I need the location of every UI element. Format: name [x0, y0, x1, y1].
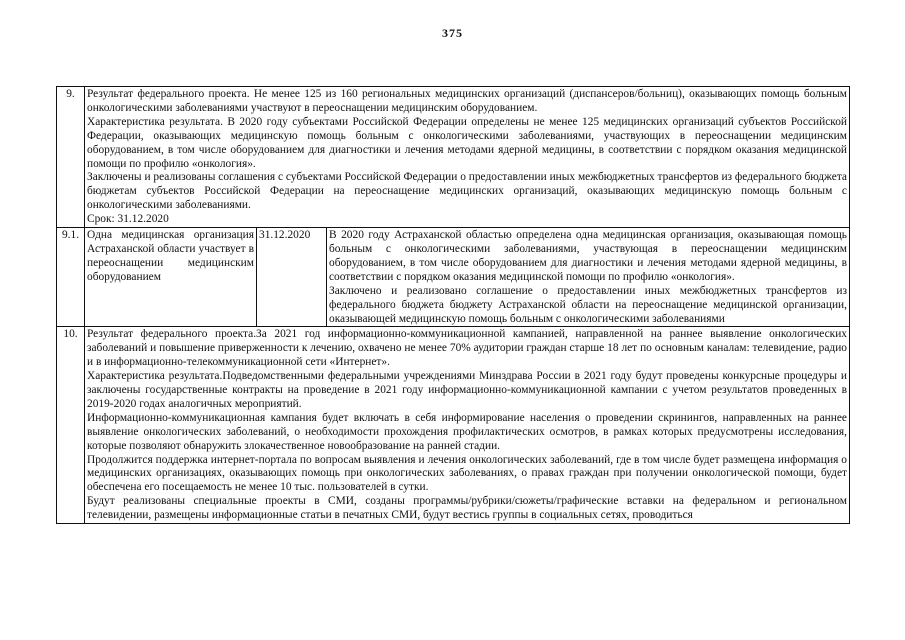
paragraph: Информационно-коммуникационная кампания будет включать в себя информирование населения о проведении скринингов, направленных на раннее выявление онкологических заболеваний, о необходимости прохождения профилактических осмотров, в рамках которых предусмотрены исследования, которые позволяют обнаружить злокачественное новообразование на ранней стадии.: [87, 411, 847, 452]
table-row: [57, 87, 850, 228]
paragraph: Продолжится поддержка интернет-портала по вопросам выявления и лечения онкологических заболеваний, где в том числе будет размещена информация о медицинских организациях, оказывающих помощь при онкологических заболеваниях, о правах граждан при получении онкологической помощи, будет обеспечена его посещаемость не менее 10 тыс. пользователей в сутки.: [87, 453, 847, 494]
paragraph: В 2020 году Астраханской областью определена одна медицинская организация, оказывающая помощь больным с онкологическими заболеваниями, участвующая в переоснащении медицинским оборудованием, в том числе оборудованием для диагностики и лечения методами ядерной медицины, в соответствии с порядком оказания медицинской помощи по профилю «онкология».: [329, 229, 847, 283]
paragraph: Результат федерального проекта. Не менее 125 из 160 региональных медицинских организаций (диспансеров/больниц), оказывающих помощь больным онкологическими заболеваниями участвуют в переоснащении медицинским оборудованием.: [87, 88, 847, 114]
row-number: 9.1.: [57, 228, 85, 327]
row-content: [85, 327, 850, 524]
results-table: [56, 86, 850, 524]
row-content: [85, 87, 850, 228]
paragraph: Характеристика результата. В 2020 году субъектами Российской Федерации определены не менее 125 медицинских организаций субъектов Российской Федерации, оказывающих медицинскую помощь больным с онкологическими заболеваниями, участвующих в переоснащении медицинским оборудованием, в том числе оборудованием для диагностики и лечения методами ядерной медицины, в соответствии с порядком оказания медицинской помощи по профилю «онкология».: [87, 115, 847, 170]
row-description: [327, 228, 850, 327]
paragraph: Характеристика результата.Подведомственными федеральными учреждениями Минздрава России в 2021 году будут проведены конкурсные процедуры и заключены государственные контракты на проведение в 2021 году информационно-коммуникационной кампании с учетом результатов проведенных в 2019-2020 годах аналогичных мероприятий.: [87, 370, 847, 410]
paragraph: Заключены и реализованы соглашения с субъектами Российской Федерации о предоставлении иных межбюджетных трансфертов из федерального бюджета бюджетам субъектов Российской Федерации на переоснащение медицинских организаций, оказывающих медицинскую помощь больным с онкологическими заболеваниями.: [87, 171, 847, 212]
paragraph: Результат федерального проекта.За 2021 год информационно-коммуникационной кампанией, направленной на раннее выявление онкологических заболеваний и повышение приверженности к лечению, охвачено не менее 70% аудитории граждан старше 18 лет по основным каналам: телевидение, радио и в информационно-телекоммуникационной сети «Интернет».: [87, 328, 847, 369]
paragraph: Заключено и реализовано соглашение о предоставлении иных межбюджетных трансфертов из федерального бюджета бюджету Астраханской области на переоснащение медицинской организации, оказывающей медицинскую помощь больным с онкологическими заболеваниями: [329, 284, 847, 325]
deadline: Срок: 31.12.2020: [87, 213, 169, 226]
page-number: 375: [442, 26, 463, 40]
row-number: 9.: [57, 87, 85, 228]
table-row: [57, 327, 850, 524]
row-number: 10.: [57, 327, 85, 524]
table-row: [57, 228, 850, 327]
paragraph: Будут реализованы специальные проекты в СМИ, созданы программы/рубрики/сюжеты/графические вставки на федеральном и региональном телевидении, размещены информационные статьи в печатных СМИ, будут вестись группы в социальных сетях, проводиться: [87, 495, 847, 522]
title-text: Одна медицинская организация Астраханской области участвует в переоснащении медицинским оборудованием: [87, 229, 254, 283]
row-title: [85, 228, 257, 327]
row-date: 31.12.2020: [257, 228, 327, 327]
